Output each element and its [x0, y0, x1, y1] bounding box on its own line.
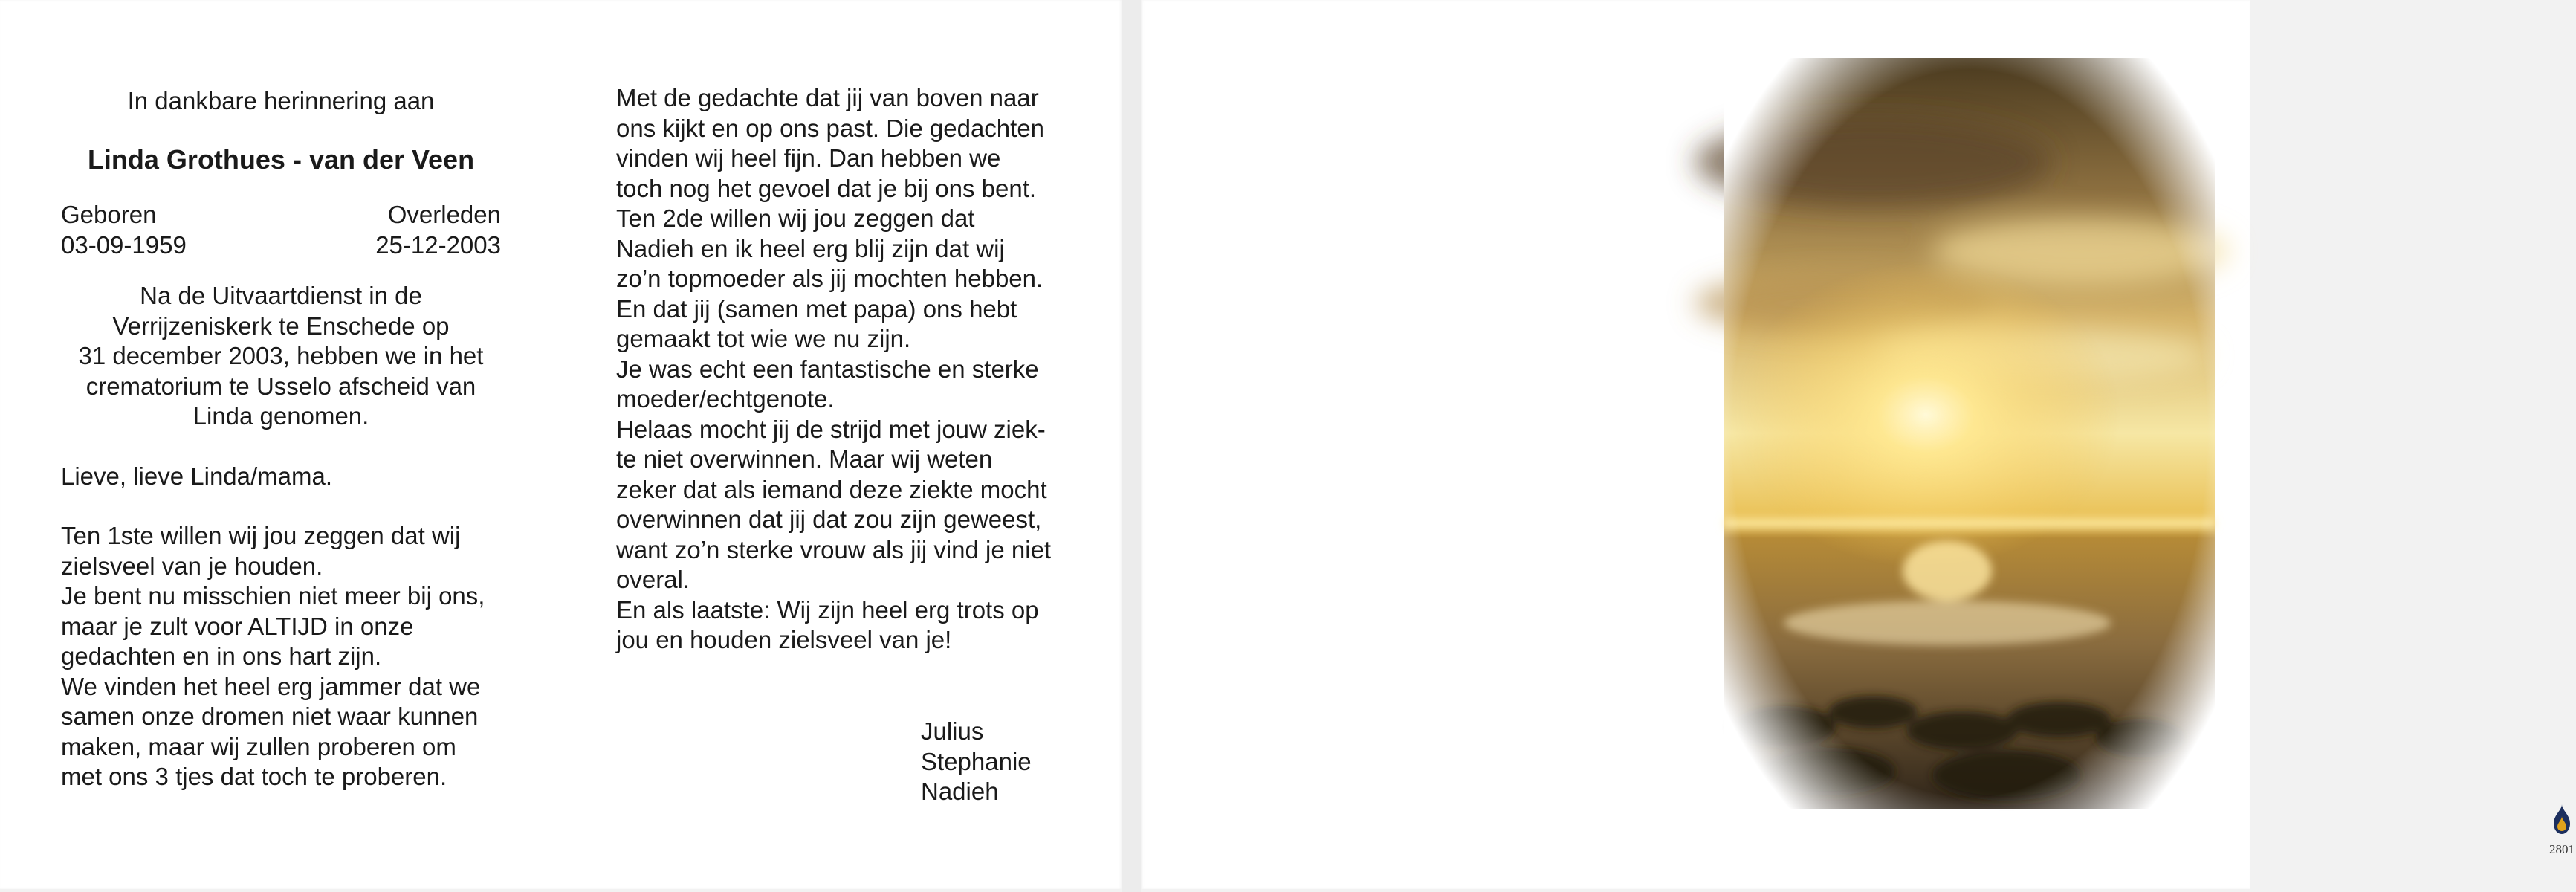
right-column: [616, 83, 1061, 656]
service-line: Verrijzeniskerk te Enschede op: [112, 311, 450, 340]
letter-line: Je was echt een fantastische en sterke: [616, 355, 1039, 383]
letter-line: maar je zult voor ALTIJD in onze: [61, 612, 414, 640]
born-date: 03-09-1959: [61, 230, 187, 259]
letter-line: En dat jij (samen met papa) ons hebt: [616, 294, 1017, 323]
died-label: Overleden: [387, 201, 501, 228]
letter-line: Nadieh en ik heel erg blij zijn dat wij: [616, 234, 1005, 262]
letter-line: overwinnen dat jij dat zou zijn geweest,: [616, 505, 1042, 533]
fold-gap: [1122, 0, 1141, 892]
left-column: [61, 83, 501, 792]
letter-line: vinden wij heel fijn. Dan hebben we: [616, 144, 1001, 172]
born-label: Geboren: [61, 201, 157, 228]
letter-part-1: [61, 521, 501, 792]
born-block: [61, 200, 187, 260]
letter-line: toch nog het gevoel dat je bij ons bent.: [616, 174, 1037, 202]
service-line: Linda genomen.: [192, 402, 369, 430]
letter-line: jou en houden zielsveel van je!: [616, 626, 952, 653]
letter-line: met ons 3 tjes dat toch te proberen.: [61, 763, 447, 790]
letter-line: gemaakt tot wie we nu zijn.: [616, 325, 911, 352]
signature-name: Stephanie: [921, 747, 1032, 775]
letter-line: gedachten en in ons hart zijn.: [61, 642, 382, 670]
flame-drop-icon: [2548, 827, 2576, 840]
service-line: Na de Uitvaartdienst in de: [140, 282, 422, 309]
sunset-sea-photo: [1724, 58, 2215, 809]
letter-line: ons kijkt en op ons past. Die gedachten: [616, 114, 1045, 142]
dates-block: [61, 200, 501, 260]
died-block: [375, 200, 501, 260]
died-date: 25-12-2003: [375, 230, 501, 259]
letter-line: Ten 1ste willen wij jou zeggen dat wij: [61, 522, 461, 549]
letter-line: want zo’n sterke vrouw als jij vind je niet: [616, 535, 1052, 563]
inside-spread: [0, 0, 1122, 889]
service-paragraph: [61, 281, 501, 432]
deceased-name: Linda Grothues - van der Veen: [87, 143, 475, 175]
letter-line: zo’n topmoeder als jij mochten hebben.: [616, 265, 1043, 292]
letter-line: samen onze dromen niet waar kunnen: [61, 702, 479, 730]
letter-line: zielsveel van je houden.: [61, 552, 323, 580]
service-line: crematorium te Usselo afscheid van: [85, 372, 476, 400]
intro-text: In dankbare herinnering aan: [127, 87, 435, 114]
publisher-number: 2801: [2549, 842, 2575, 856]
letter-line: te niet overwinnen. Maar wij weten: [616, 445, 993, 473]
greeting: Lieve, lieve Linda/mama.: [61, 462, 333, 490]
letter-line: Met de gedachte dat jij van boven naar: [616, 84, 1039, 112]
letter-line: zeker dat als iemand deze ziekte mocht: [616, 475, 1047, 503]
letter-line: Ten 2de willen wij jou zeggen dat: [616, 204, 975, 232]
letter-line: En als laatste: Wij zijn heel erg trots op: [616, 595, 1039, 624]
letter-line: overal.: [616, 566, 690, 593]
letter-line: Je bent nu misschien niet meer bij ons,: [61, 582, 485, 610]
letter-line: Helaas mocht jij de strijd met jouw ziek-: [616, 415, 1046, 443]
signature-name: Nadieh: [921, 778, 999, 805]
letter-line: moeder/echtgenote.: [616, 385, 835, 413]
signature-name: Julius: [921, 717, 984, 745]
publisher-logo: [2548, 803, 2576, 857]
signatures: [921, 717, 1032, 807]
letter-line: maken, maar wij zullen proberen om: [61, 732, 456, 760]
letter-line: We vinden het heel erg jammer dat we: [61, 672, 481, 700]
service-line: 31 december 2003, hebben we in het: [78, 342, 484, 369]
